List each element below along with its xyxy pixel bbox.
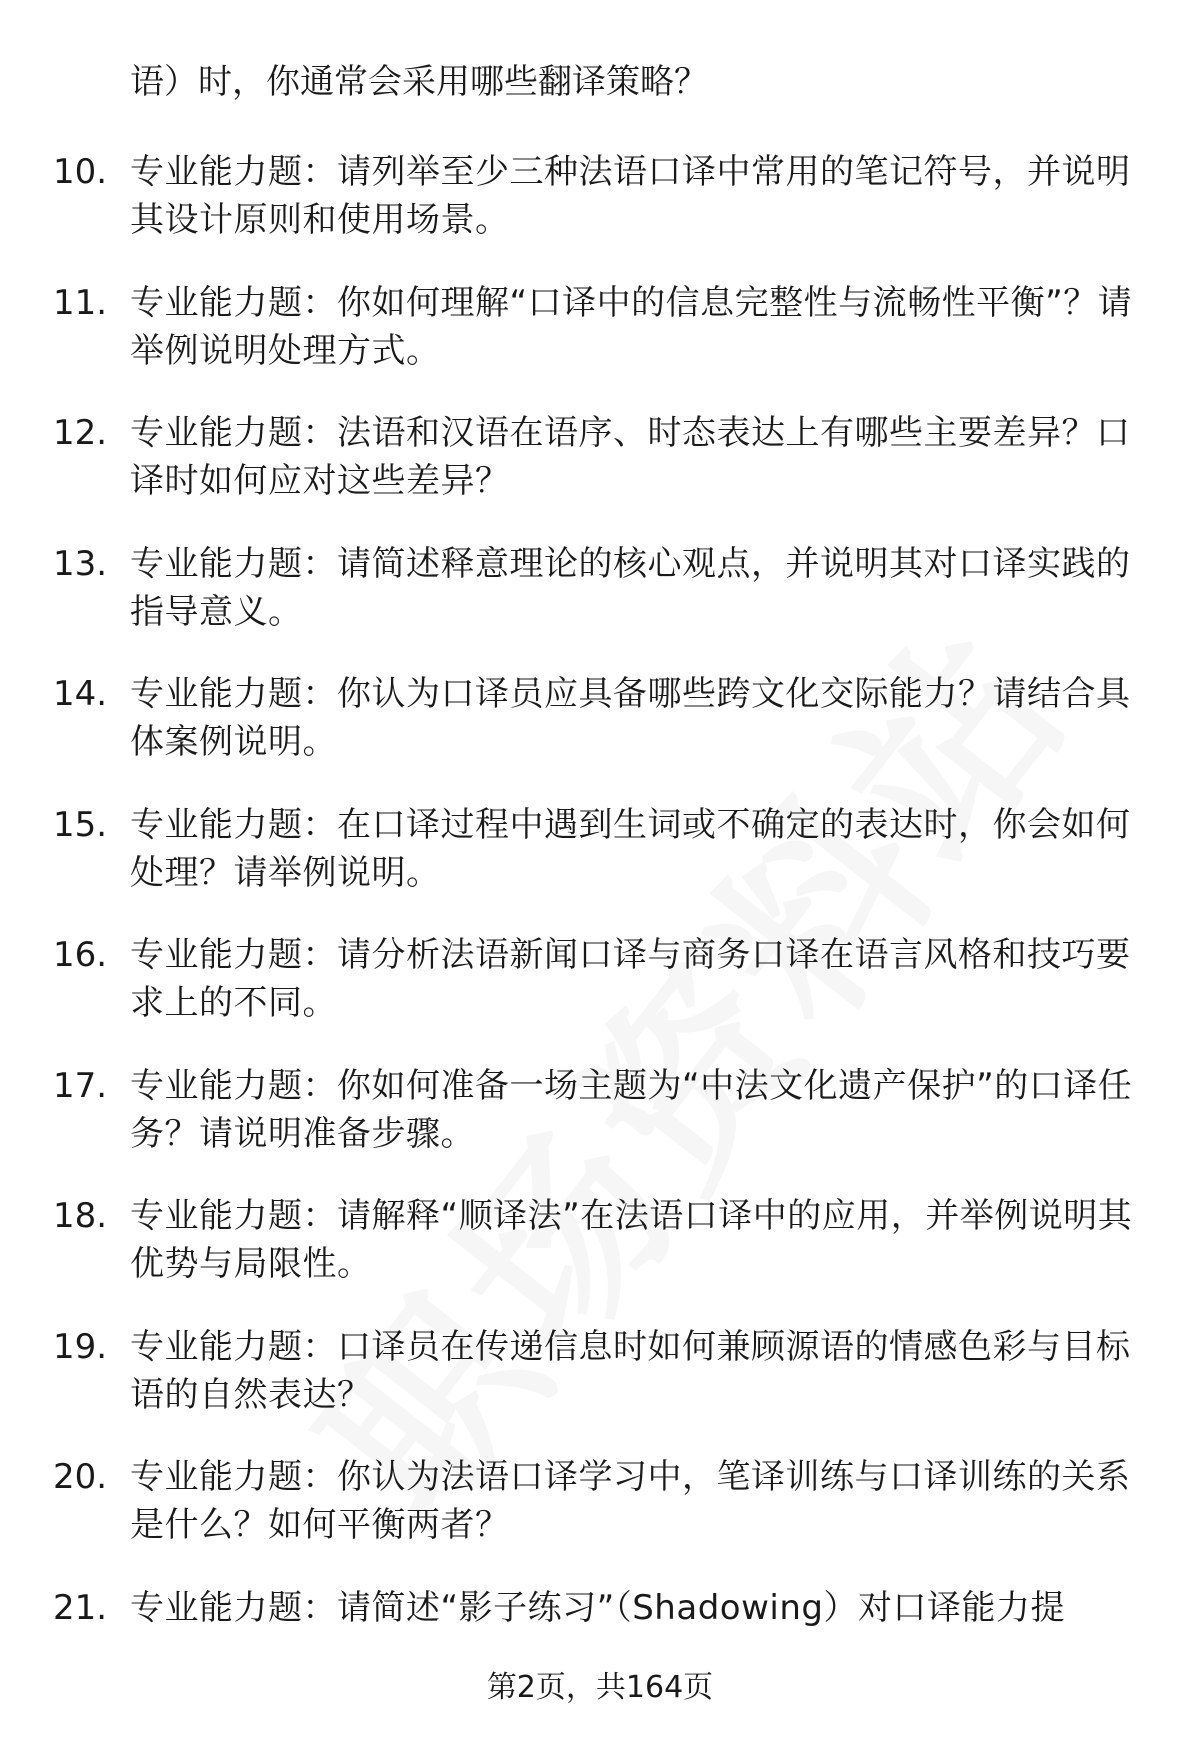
question-text: 专业能力题：在口译过程中遇到生词或不确定的表达时，你会如何处理？请举例说明。 xyxy=(130,804,1131,893)
question-item xyxy=(0,540,1200,671)
question-item xyxy=(0,931,1200,1062)
question-number: 16. xyxy=(53,935,108,975)
question-number: 18. xyxy=(53,1196,108,1236)
question-number: 13. xyxy=(53,543,108,584)
question-text: 专业能力题：请简述“影子练习”（Shadowing）对口译能力提 xyxy=(130,1587,1065,1628)
question-item xyxy=(0,1323,1200,1454)
question-number: 21. xyxy=(53,1587,108,1628)
question-number: 17. xyxy=(53,1065,108,1106)
question-number: 14. xyxy=(53,674,108,714)
question-text: 专业能力题：你如何准备一场主题为“中法文化遗产保护”的口译任务？请说明准备步骤。 xyxy=(130,1065,1133,1154)
question-text: 专业能力题：口译员在传递信息时如何兼顾源语的情感色彩与目标语的自然表达？ xyxy=(130,1326,1131,1415)
page-footer: 第2页，共164页 xyxy=(486,1670,714,1705)
question-text: 专业能力题：请列举至少三种法语口译中常用的笔记符号，并说明其设计原则和使用场景。 xyxy=(130,152,1131,240)
question-number: 12. xyxy=(53,413,108,453)
question-item xyxy=(0,148,1200,279)
question-item xyxy=(0,1192,1200,1323)
question-number: 19. xyxy=(53,1326,108,1367)
question-number: 20. xyxy=(53,1457,108,1497)
question-item xyxy=(0,1062,1200,1193)
question-text: 专业能力题：法语和汉语在语序、时态表达上有哪些主要差异？口译时如何应对这些差异？ xyxy=(130,413,1131,501)
question-item xyxy=(0,670,1200,801)
question-number: 15. xyxy=(53,804,108,845)
question-item xyxy=(0,279,1200,410)
question-text: 专业能力题：请分析法语新闻口译与商务口译在语言风格和技巧要求上的不同。 xyxy=(130,935,1131,1023)
question-text: 专业能力题：你认为法语口译学习中，笔译训练与口译训练的关系是什么？如何平衡两者？ xyxy=(130,1457,1131,1545)
continued-question-text: 语）时，你通常会采用哪些翻译策略？ xyxy=(130,62,708,102)
question-number: 10. xyxy=(53,152,108,192)
question-item xyxy=(0,1453,1200,1584)
question-number: 11. xyxy=(53,282,108,323)
question-item xyxy=(0,801,1200,932)
question-item xyxy=(0,409,1200,540)
question-text: 专业能力题：请解释“顺译法”在法语口译中的应用，并举例说明其优势与局限性。 xyxy=(130,1196,1133,1284)
question-text: 专业能力题：请简述释意理论的核心观点，并说明其对口译实践的指导意义。 xyxy=(130,543,1131,632)
question-list xyxy=(0,148,1200,1714)
question-text: 专业能力题：你认为口译员应具备哪些跨文化交际能力？请结合具体案例说明。 xyxy=(130,674,1131,762)
question-text: 专业能力题：你如何理解“口译中的信息完整性与流畅性平衡”？请举例说明处理方式。 xyxy=(130,282,1133,371)
